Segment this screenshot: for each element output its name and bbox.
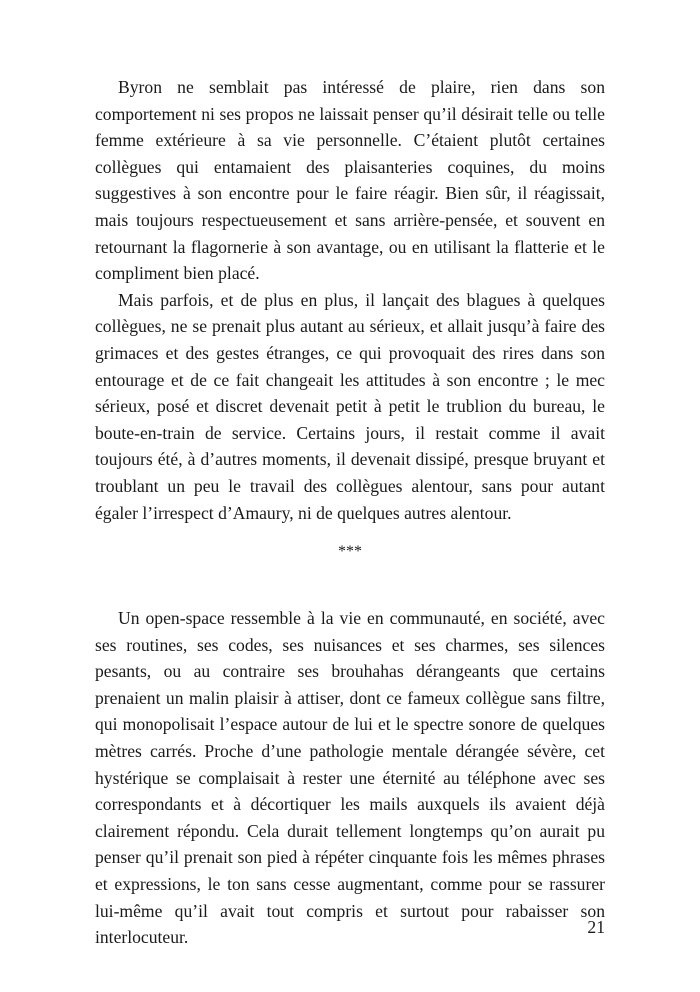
- section-separator: ***: [338, 543, 362, 561]
- paragraph-open-space: Un open-space ressemble à la vie en communauté, en société, avec ses routines, ses codes, ses nuisances et ses charmes, ses silences pesants, ou au contraire ses brouhahas dérangeants que certains prenaient un malin plaisir à attiser, dont ce fameux collègue sans filtre, qui monopolisait l’espace autour de lui et le spectre sonore de quelques mètres carrés. Proche d’une pathologie mentale dérangée sévère, cet hystérique se complaisait à rester une éternité au téléphone avec ses correspondants et à décortiquer les mails auxquels ils avaient déjà clairement répondu. Cela durait tellement longtemps qu’on aurait pu penser qu’il prenait son pied à répéter cinquante fois les mêmes phrases et expressions, le ton sans cesse augmentant, comme pour se rassurer lui-même qu’il avait tout compris et surtout pour rabaisser son interlocuteur.: [95, 608, 605, 948]
- paragraph-byron-change: Mais parfois, et de plus en plus, il lançait des blagues à quelques collègues, ne se prenait plus autant au sérieux, et allait jusqu’à faire des grimaces et des gestes étranges, ce qui provoquait des rires dans son entourage et de ce fait changeait les attitudes à son encontre ; le mec sérieux, posé et discret devenait petit à petit le trublion du bureau, le boute-en-train de service. Certains jours, il restait comme il avait toujours été, à d’autres moments, il devenait dissipé, presque bruyant et troublant un peu le travail des collègues alentour, sans pour autant égaler l’irrespect d’Amaury, ni de quelques autres alentour.: [95, 289, 605, 523]
- paragraph-byron-intro: Byron ne semblait pas intéressé de plaire, rien dans son comportement ni ses propos ne laissait penser qu’il désirait telle ou telle femme extérieure à sa vie personnelle. C’étaient plutôt certaines collègues qui entamaient des plaisanteries coquines, du moins suggestives à son encontre pour le faire réagir. Bien sûr, il réagissait, mais toujours respectueusement et sans arrière-pensée, et souvent en retournant la flagornerie à son avantage, ou en utilisant la flatterie et le compliment bien placé.: [95, 77, 605, 284]
- book-page-body: [95, 74, 605, 951]
- page-number: 21: [587, 917, 605, 937]
